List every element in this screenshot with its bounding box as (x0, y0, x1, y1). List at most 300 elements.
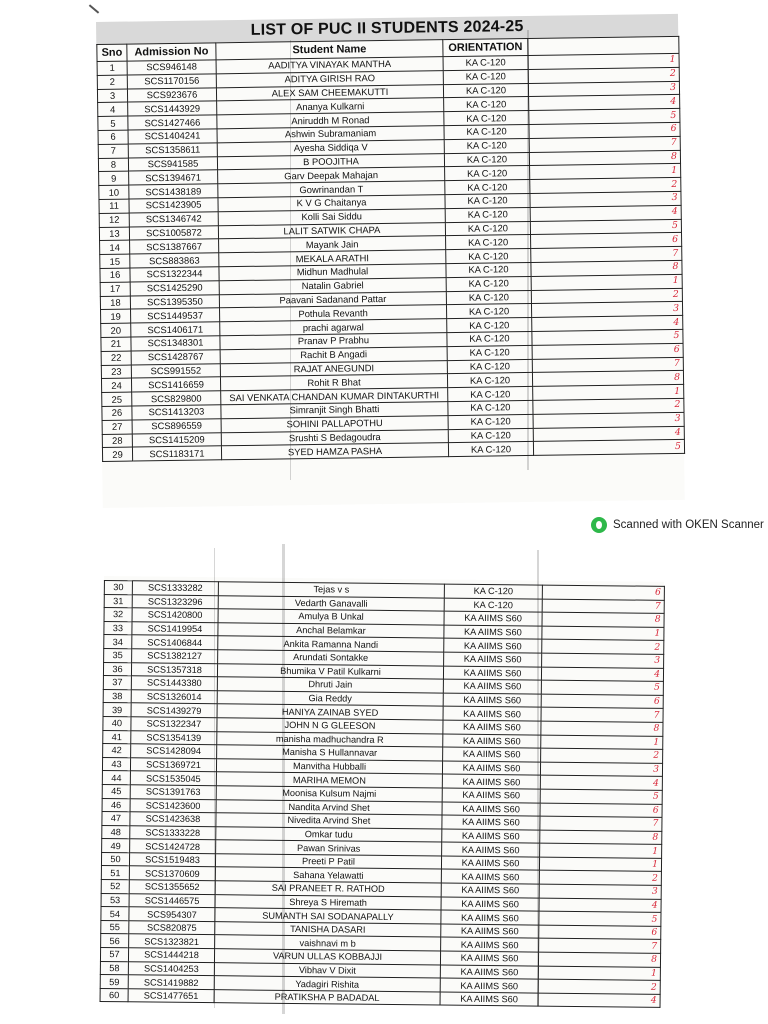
row-orientation: KA AIIMS S60 (441, 937, 539, 952)
row-student-name: MEKALA ARATHI (219, 250, 446, 267)
row-orientation: KA C-120 (444, 111, 529, 126)
row-handwritten-mark: 7 (541, 707, 663, 722)
row-orientation: KA AIIMS S60 (442, 802, 540, 817)
row-orientation: KA AIIMS S60 (443, 706, 541, 721)
row-orientation: KA C-120 (444, 584, 542, 599)
row-handwritten-mark: 7 (529, 136, 680, 152)
row-orientation: KA AIIMS S60 (442, 842, 540, 857)
row-orientation: KA AIIMS S60 (444, 611, 542, 626)
row-admission-no: SCS946148 (127, 60, 216, 75)
row-handwritten-mark: 1 (542, 626, 664, 641)
row-admission-no: SCS1449537 (131, 308, 220, 323)
row-student-name: RAJAT ANEGUNDI (220, 360, 447, 377)
row-admission-no: SCS883863 (130, 253, 219, 268)
row-orientation: KA AIIMS S60 (440, 951, 538, 966)
row-handwritten-mark: 8 (529, 150, 680, 166)
row-handwritten-mark: 2 (542, 639, 664, 654)
row-handwritten-mark: 2 (530, 178, 681, 194)
row-orientation: KA AIIMS S60 (442, 761, 540, 776)
row-student-name: SYED HAMZA PASHA (221, 443, 448, 460)
row-handwritten-mark: 6 (542, 585, 664, 600)
row-sno: 52 (101, 880, 129, 894)
row-student-name: SAI VENKATA CHANDAN KUMAR DINTAKURTHI (221, 388, 448, 405)
row-admission-no: SCS1404241 (128, 129, 217, 144)
row-handwritten-mark: 8 (542, 612, 664, 627)
row-student-name: SOHINI PALLAPOTHU (221, 415, 448, 432)
row-sno: 18 (100, 296, 130, 310)
row-admission-no: SCS1428094 (131, 744, 217, 758)
row-orientation: KA AIIMS S60 (441, 924, 539, 939)
row-admission-no: SCS1358611 (128, 143, 217, 158)
row-handwritten-mark: 3 (531, 302, 682, 318)
row-handwritten-mark: 2 (531, 288, 682, 304)
row-orientation: KA C-120 (447, 345, 532, 360)
row-student-name: Tejas v s (218, 582, 444, 598)
row-student-name: manisha madhuchandra R (217, 731, 443, 747)
row-admission-no: SCS1355652 (129, 880, 215, 894)
row-admission-no: SCS1425290 (130, 281, 219, 296)
row-sno: 51 (101, 866, 129, 880)
row-admission-no: SCS1357318 (131, 662, 217, 676)
row-student-name: SAI PRANEET R. RATHOD (215, 881, 441, 897)
roster-page-1 (96, 14, 685, 508)
row-orientation: KA C-120 (445, 221, 530, 236)
row-handwritten-mark: 8 (540, 830, 662, 845)
header-admission-no: Admission No (127, 43, 216, 61)
row-handwritten-mark: 4 (540, 775, 662, 790)
row-handwritten-mark: 4 (538, 993, 660, 1008)
row-orientation: KA AIIMS S60 (441, 856, 539, 871)
row-admission-no: SCS1419882 (128, 975, 214, 989)
row-handwritten-mark: 5 (533, 440, 684, 456)
row-handwritten-mark: 3 (539, 884, 661, 899)
row-handwritten-mark: 2 (539, 871, 661, 886)
row-sno: 33 (104, 621, 132, 635)
row-admission-no: SCS1423600 (130, 798, 216, 812)
row-sno: 23 (101, 365, 131, 379)
row-sno: 54 (101, 907, 129, 921)
row-orientation: KA AIIMS S60 (441, 910, 539, 925)
row-orientation: KA C-120 (444, 138, 529, 153)
row-handwritten-mark: 4 (539, 898, 661, 913)
row-admission-no: SCS1346742 (129, 212, 218, 227)
row-admission-no: SCS1415209 (132, 432, 221, 447)
row-orientation: KA C-120 (447, 359, 532, 374)
row-student-name: AADITYA VINAYAK MANTHA (216, 57, 443, 74)
row-orientation: KA C-120 (444, 124, 529, 139)
row-sno: 49 (102, 839, 130, 853)
row-sno: 41 (103, 730, 131, 744)
row-handwritten-mark: 3 (540, 762, 662, 777)
row-orientation: KA AIIMS S60 (444, 625, 542, 640)
row-orientation: KA C-120 (448, 428, 533, 443)
row-student-name: MARIHA MEMON (216, 772, 442, 788)
row-student-name: Anchal Belamkar (218, 622, 444, 638)
row-admission-no: SCS829800 (132, 391, 221, 406)
row-admission-no: SCS1427466 (128, 115, 217, 130)
row-handwritten-mark: 8 (541, 721, 663, 736)
row-handwritten-mark: 3 (528, 81, 679, 97)
row-student-name: Natalin Gabriel (219, 277, 446, 294)
oken-logo-icon (591, 517, 607, 533)
row-orientation: KA AIIMS S60 (442, 829, 540, 844)
row-sno: 2 (97, 75, 127, 89)
row-sno: 12 (99, 213, 129, 227)
row-sno: 55 (101, 920, 129, 934)
row-sno: 30 (104, 581, 132, 595)
row-student-name: prachi agarwal (220, 319, 447, 336)
row-sno: 39 (103, 703, 131, 717)
scan-streak (537, 550, 539, 1006)
row-handwritten-mark: 1 (539, 857, 661, 872)
row-student-name: PRATIKSHA P BADADAL (214, 989, 440, 1005)
row-admission-no: SCS1416659 (131, 377, 220, 392)
header-student-name: Student Name (216, 40, 443, 60)
row-orientation: KA C-120 (443, 69, 528, 84)
row-sno: 59 (100, 975, 128, 989)
row-orientation: KA C-120 (445, 166, 530, 181)
row-orientation: KA C-120 (443, 55, 528, 70)
row-orientation: KA C-120 (445, 193, 530, 208)
row-student-name: HANIYA ZAINAB SYED (217, 704, 443, 720)
row-orientation: KA C-120 (443, 83, 528, 98)
row-admission-no: SCS1423905 (129, 198, 218, 213)
row-handwritten-mark: 5 (540, 789, 662, 804)
row-orientation: KA AIIMS S60 (441, 870, 539, 885)
row-student-name: JOHN N G GLEESON (217, 718, 443, 734)
row-handwritten-mark: 7 (532, 357, 683, 373)
row-admission-no: SCS1322344 (130, 267, 219, 282)
row-orientation: KA AIIMS S60 (442, 788, 540, 803)
row-orientation: KA C-120 (446, 235, 531, 250)
row-sno: 57 (100, 948, 128, 962)
row-orientation: KA AIIMS S60 (444, 652, 542, 667)
row-handwritten-mark: 6 (539, 925, 661, 940)
row-orientation: KA C-120 (445, 180, 530, 195)
row-admission-no: SCS1323296 (132, 594, 218, 608)
row-admission-no: SCS1369721 (130, 758, 216, 772)
row-student-name: TANISHA DASARI (215, 922, 441, 938)
row-sno: 4 (98, 102, 128, 116)
row-orientation: KA AIIMS S60 (442, 774, 540, 789)
row-sno: 31 (104, 594, 132, 608)
scanner-watermark (591, 517, 764, 533)
row-handwritten-mark: 6 (540, 803, 662, 818)
row-student-name: Mayank Jain (219, 236, 446, 253)
row-admission-no: SCS1443929 (128, 101, 217, 116)
row-orientation: KA C-120 (446, 249, 531, 264)
row-sno: 37 (103, 676, 131, 690)
row-sno: 5 (98, 116, 128, 130)
row-admission-no: SCS1443380 (131, 676, 217, 690)
row-orientation: KA AIIMS S60 (443, 720, 541, 735)
row-admission-no: SCS1419954 (132, 622, 218, 636)
row-orientation: KA C-120 (448, 387, 533, 402)
row-student-name: Pranav P Prabhu (220, 333, 447, 350)
row-orientation: KA AIIMS S60 (443, 666, 541, 681)
row-sno: 35 (104, 648, 132, 662)
row-admission-no: SCS1323821 (129, 934, 215, 948)
row-student-name: K V G Chaitanya (218, 195, 445, 212)
row-sno: 48 (102, 825, 130, 839)
row-admission-no: SCS1183171 (132, 446, 221, 461)
scanner-label: Scanned with OKEN Scanner (613, 519, 764, 531)
row-handwritten-mark: 6 (532, 343, 683, 359)
row-admission-no: SCS1406844 (132, 635, 218, 649)
row-student-name: Ananya Kulkarni (217, 98, 444, 115)
row-student-name: Moonisa Kulsum Najmi (216, 786, 442, 802)
row-student-name: Dhruti Jain (217, 677, 443, 693)
row-student-name: Pothula Revanth (220, 305, 447, 322)
row-orientation: KA C-120 (448, 414, 533, 429)
row-admission-no: SCS923676 (127, 87, 216, 102)
row-sno: 15 (100, 254, 130, 268)
row-handwritten-mark: 4 (532, 315, 683, 331)
row-student-name: Gia Reddy (217, 690, 443, 706)
row-student-name: Simranjit Singh Bhatti (221, 402, 448, 419)
row-orientation: KA AIIMS S60 (441, 897, 539, 912)
row-admission-no: SCS941585 (128, 156, 217, 171)
row-admission-no: SCS1428767 (131, 350, 220, 365)
row-handwritten-mark: 6 (541, 694, 663, 709)
row-sno: 56 (101, 934, 129, 948)
row-handwritten-mark: 4 (533, 426, 684, 442)
row-sno: 45 (102, 784, 130, 798)
row-student-name: Ayesha Siddiqa V (217, 139, 444, 156)
row-admission-no: SCS1519483 (129, 853, 215, 867)
row-admission-no: SCS1395350 (130, 294, 219, 309)
row-sno: 46 (102, 798, 130, 812)
row-admission-no: SCS1370609 (129, 866, 215, 880)
row-handwritten-mark: 3 (542, 653, 664, 668)
row-handwritten-mark: 4 (529, 95, 680, 111)
row-sno: 38 (103, 689, 131, 703)
header-orientation: ORIENTATION (443, 38, 528, 56)
row-student-name: Garv Deepak Mahajan (218, 167, 445, 184)
row-admission-no: SCS954307 (129, 907, 215, 921)
row-handwritten-mark: 2 (528, 67, 679, 83)
row-admission-no: SCS1413203 (132, 405, 221, 420)
row-sno: 26 (102, 406, 132, 420)
row-sno: 7 (98, 144, 128, 158)
row-orientation: KA AIIMS S60 (443, 693, 541, 708)
row-admission-no: SCS1387667 (130, 239, 219, 254)
student-table-page-1 (96, 36, 685, 462)
row-sno: 42 (103, 744, 131, 758)
row-handwritten-mark: 1 (528, 53, 679, 69)
row-sno: 60 (100, 988, 128, 1002)
row-sno: 28 (102, 434, 132, 448)
row-admission-no: SCS896559 (132, 419, 221, 434)
row-handwritten-mark: 5 (530, 219, 681, 235)
row-admission-no: SCS1382127 (132, 649, 218, 663)
row-sno: 11 (99, 199, 129, 213)
row-admission-no: SCS1404253 (128, 961, 214, 975)
row-student-name: Kolli Sai Siddu (218, 208, 445, 225)
row-orientation: KA AIIMS S60 (443, 679, 541, 694)
row-orientation: KA C-120 (448, 442, 533, 457)
row-student-name: Srushti S Bedagoudra (221, 429, 448, 446)
row-admission-no: SCS1391763 (130, 785, 216, 799)
row-admission-no: SCS1394671 (129, 170, 218, 185)
row-handwritten-mark: 5 (539, 911, 661, 926)
row-handwritten-mark: 7 (531, 247, 682, 263)
row-student-name: Midhun Madhulal (219, 264, 446, 281)
row-student-name: Aniruddh M Ronad (217, 112, 444, 129)
row-student-name: Vibhav V Dixit (214, 962, 440, 978)
row-orientation: KA C-120 (447, 318, 532, 333)
row-sno: 36 (103, 662, 131, 676)
row-student-name: Rachit B Angadi (220, 346, 447, 363)
list-title: LIST OF PUC II STUDENTS 2024-25 (96, 14, 678, 44)
row-sno: 3 (97, 89, 127, 103)
row-admission-no: SCS1333282 (132, 581, 218, 595)
row-student-name: Arundati Sontakke (218, 650, 444, 666)
row-sno: 50 (101, 852, 129, 866)
row-student-name: B POOJITHA (217, 153, 444, 170)
row-handwritten-mark: 6 (531, 233, 682, 249)
row-student-name: Manisha S Hullannavar (217, 745, 443, 761)
row-handwritten-mark: 3 (530, 191, 681, 207)
row-sno: 32 (104, 608, 132, 622)
row-student-name: ADITYA GIRISH RAO (216, 70, 443, 87)
row-student-name: Bhumika V Patil Kulkarni (217, 663, 443, 679)
row-sno: 25 (102, 392, 132, 406)
row-student-name: Nivedita Arvind Shet (216, 813, 442, 829)
row-handwritten-mark: 2 (538, 979, 660, 994)
row-student-name: ALEX SAM CHEEMAKUTTI (216, 84, 443, 101)
row-orientation: KA C-120 (447, 373, 532, 388)
header-mark (528, 36, 679, 55)
row-sno: 14 (100, 240, 130, 254)
row-admission-no: SCS1333228 (130, 825, 216, 839)
row-orientation: KA C-120 (446, 276, 531, 291)
row-sno: 8 (98, 158, 128, 172)
row-handwritten-mark: 1 (541, 735, 663, 750)
row-handwritten-mark: 1 (540, 843, 662, 858)
row-admission-no: SCS1420800 (132, 608, 218, 622)
row-student-name: Sahana Yelawatti (215, 867, 441, 883)
row-handwritten-mark: 1 (538, 966, 660, 981)
row-handwritten-mark: 7 (542, 599, 664, 614)
roster-page-2 (100, 576, 664, 1006)
row-sno: 17 (100, 282, 130, 296)
row-orientation: KA C-120 (445, 207, 530, 222)
row-sno: 40 (103, 716, 131, 730)
row-sno: 6 (98, 130, 128, 144)
row-student-name: Ashwin Subramaniam (217, 126, 444, 143)
row-admission-no: SCS1446575 (129, 893, 215, 907)
row-handwritten-mark: 1 (530, 164, 681, 180)
row-student-name: Rohit R Bhat (220, 374, 447, 391)
row-handwritten-mark: 5 (532, 329, 683, 345)
row-sno: 16 (100, 268, 130, 282)
row-admission-no: SCS1424728 (130, 839, 216, 853)
row-orientation: KA C-120 (446, 304, 531, 319)
row-sno: 43 (102, 757, 130, 771)
header-sno: Sno (97, 44, 127, 61)
row-handwritten-mark: 4 (530, 205, 681, 221)
pen-stroke-mark (89, 4, 99, 13)
row-sno: 29 (102, 447, 132, 461)
row-orientation: KA AIIMS S60 (443, 747, 541, 762)
row-orientation: KA AIIMS S60 (440, 992, 538, 1007)
row-admission-no: SCS1535045 (130, 771, 216, 785)
row-student-name: Paavani Sadanand Pattar (219, 291, 446, 308)
row-admission-no: SCS991552 (131, 363, 220, 378)
student-table-page-2 (100, 580, 665, 1008)
row-orientation: KA AIIMS S60 (440, 978, 538, 993)
row-handwritten-mark: 6 (529, 122, 680, 138)
row-admission-no: SCS1439279 (131, 703, 217, 717)
row-student-name: vaishnavi m b (215, 935, 441, 951)
row-orientation: KA AIIMS S60 (442, 815, 540, 830)
row-sno: 27 (102, 420, 132, 434)
row-student-name: Amulya B Unkal (218, 609, 444, 625)
row-handwritten-mark: 7 (539, 939, 661, 954)
row-sno: 9 (99, 171, 129, 185)
row-sno: 53 (101, 893, 129, 907)
row-admission-no: SCS820875 (129, 921, 215, 935)
row-admission-no: SCS1326014 (131, 690, 217, 704)
row-student-name: Ankita Ramanna Nandi (218, 636, 444, 652)
row-orientation: KA AIIMS S60 (440, 965, 538, 980)
row-orientation: KA C-120 (446, 262, 531, 277)
row-student-name: Yadagiri Rishita (214, 976, 440, 992)
row-sno: 20 (101, 323, 131, 337)
row-sno: 24 (101, 378, 131, 392)
row-sno: 21 (101, 337, 131, 351)
row-handwritten-mark: 8 (532, 371, 683, 387)
row-sno: 47 (102, 812, 130, 826)
row-orientation: KA C-120 (447, 331, 532, 346)
row-student-name: Preeti P Patil (215, 854, 441, 870)
row-admission-no: SCS1444218 (128, 948, 214, 962)
row-orientation: KA C-120 (444, 152, 529, 167)
row-orientation: KA C-120 (446, 290, 531, 305)
row-handwritten-mark: 5 (529, 109, 680, 125)
row-student-name: Vedarth Ganavalli (218, 595, 444, 611)
scan-streak (290, 40, 291, 480)
row-orientation: KA AIIMS S60 (441, 883, 539, 898)
row-orientation: KA C-120 (444, 598, 542, 613)
row-sno: 1 (97, 61, 127, 75)
row-admission-no: SCS1322347 (131, 717, 217, 731)
row-sno: 44 (102, 771, 130, 785)
row-student-name: Manvitha Hubballi (216, 758, 442, 774)
row-admission-no: SCS1170156 (127, 74, 216, 89)
row-sno: 34 (104, 635, 132, 649)
row-student-name: VARUN ULLAS KOBBAJJI (214, 949, 440, 965)
row-orientation: KA AIIMS S60 (444, 638, 542, 653)
row-student-name: Shreya S Hiremath (215, 894, 441, 910)
row-student-name: Omkar tudu (216, 826, 442, 842)
row-handwritten-mark: 5 (541, 680, 663, 695)
row-handwritten-mark: 2 (533, 398, 684, 414)
row-handwritten-mark: 4 (541, 667, 663, 682)
row-handwritten-mark: 3 (533, 412, 684, 428)
row-handwritten-mark: 7 (540, 816, 662, 831)
row-admission-no: SCS1438189 (129, 184, 218, 199)
row-sno: 19 (101, 309, 131, 323)
row-admission-no: SCS1477651 (128, 989, 214, 1003)
row-handwritten-mark: 2 (541, 748, 663, 763)
row-admission-no: SCS1005872 (129, 225, 218, 240)
row-admission-no: SCS1423638 (130, 812, 216, 826)
scan-streak (214, 548, 215, 1008)
scan-streak (527, 30, 529, 470)
row-handwritten-mark: 8 (531, 260, 682, 276)
